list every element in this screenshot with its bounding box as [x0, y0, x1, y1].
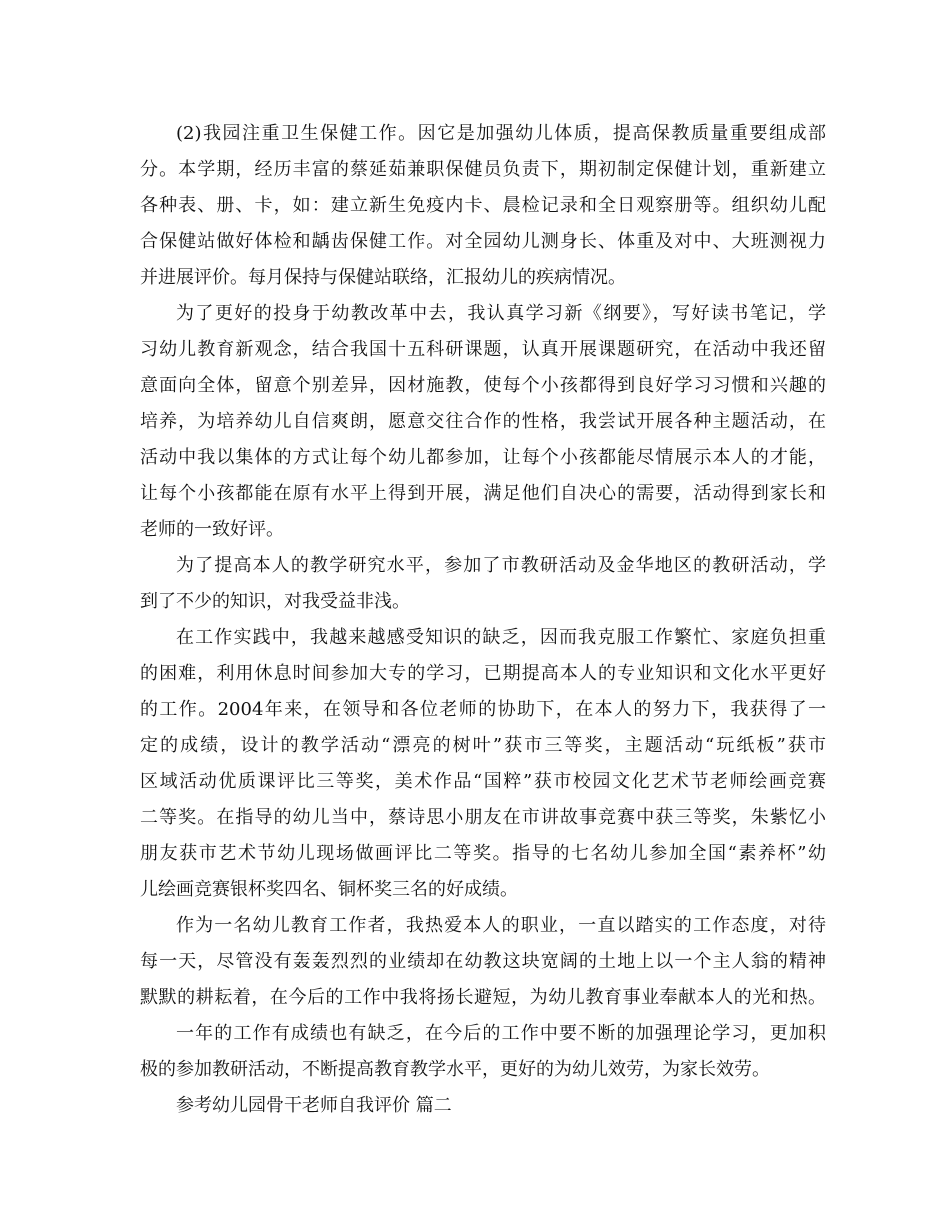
text-line: 定的成绩，设计的教学活动“漂亮的树叶”获市三等奖，主题活动“玩纸板”获市 [140, 735, 826, 756]
text-line: 让每个小孩都能在原有水平上得到开展，满足他们自决心的需要，活动得到家长和 [140, 483, 826, 504]
text-line: 分。本学期，经历丰富的蔡延茹兼职保健员负责下，期初制定保健计划，重新建立 [140, 159, 826, 180]
text-line: 习幼儿教育新观念，结合我国十五科研课题，认真开展课题研究，在活动中我还留 [140, 339, 826, 360]
text-line: 二等奖。在指导的幼儿当中，蔡诗思小朋友在市讲故事竞赛中获三等奖，朱紫忆小 [140, 807, 826, 828]
text-line: (2)我园注重卫生保健工作。因它是加强幼儿体质，提高保教质量重要组成部 [176, 123, 826, 144]
text-line: 的困难，利用休息时间参加大专的学习，已期提高本人的专业知识和文化水平更好 [140, 663, 826, 684]
text-line: 各种表、册、卡，如：建立新生免疫内卡、晨检记录和全日观察册等。组织幼儿配 [140, 195, 826, 216]
text-line: 默默的耕耘着，在今后的工作中我将扬长避短，为幼儿教育事业奉献本人的光和热。 [140, 987, 826, 1008]
text-line: 参考幼儿园骨干老师自我评价 篇二 [176, 1095, 452, 1116]
text-line: 儿绘画竞赛银杯奖四名、铜杯奖三名的好成绩。 [140, 879, 518, 900]
text-line: 培养，为培养幼儿自信爽朗，愿意交往合作的性格，我尝试开展各种主题活动，在 [140, 411, 826, 432]
text-line: 合保健站做好体检和龋齿保健工作。对全园幼儿测身长、体重及对中、大班测视力 [140, 231, 826, 252]
text-line: 老师的一致好评。 [140, 519, 284, 540]
text-line: 的工作。2004年来，在领导和各位老师的协助下，在本人的努力下，我获得了一 [140, 699, 826, 720]
text-line: 朋友获市艺术节幼儿现场做画评比二等奖。指导的七名幼儿参加全国“素养杯”幼 [140, 843, 826, 864]
text-line: 在工作实践中，我越来越感受知识的缺乏，因而我克服工作繁忙、家庭负担重 [176, 627, 826, 648]
text-line: 到了不少的知识，对我受益非浅。 [140, 591, 410, 612]
text-line: 活动中我以集体的方式让每个幼儿都参加，让每个小孩都能尽情展示本人的才能， [140, 447, 826, 468]
text-line: 区域活动优质课评比三等奖，美术作品“国粹”获市校园文化艺术节老师绘画竞赛 [140, 771, 826, 792]
text-line: 每一天，尽管没有轰轰烈烈的业绩却在幼教这块宽阔的土地上以一个主人翁的精神 [140, 951, 826, 972]
text-line: 并进展评价。每月保持与保健站联络，汇报幼儿的疾病情况。 [140, 267, 626, 288]
text-line: 为了更好的投身于幼教改革中去，我认真学习新《纲要》，写好读书笔记，学 [176, 303, 826, 324]
text-line: 为了提高本人的教学研究水平，参加了市教研活动及金华地区的教研活动，学 [176, 555, 826, 576]
document-body [140, 116, 826, 1124]
text-line: 一年的工作有成绩也有缺乏，在今后的工作中要不断的加强理论学习，更加积 [176, 1023, 826, 1044]
text-line: 极的参加教研活动，不断提高教育教学水平，更好的为幼儿效劳，为家长效劳。 [140, 1059, 770, 1080]
text-line: 作为一名幼儿教育工作者，我热爱本人的职业，一直以踏实的工作态度，对待 [176, 915, 826, 936]
text-line: 意面向全体，留意个别差异，因材施教，使每个小孩都得到良好学习习惯和兴趣的 [140, 375, 826, 396]
